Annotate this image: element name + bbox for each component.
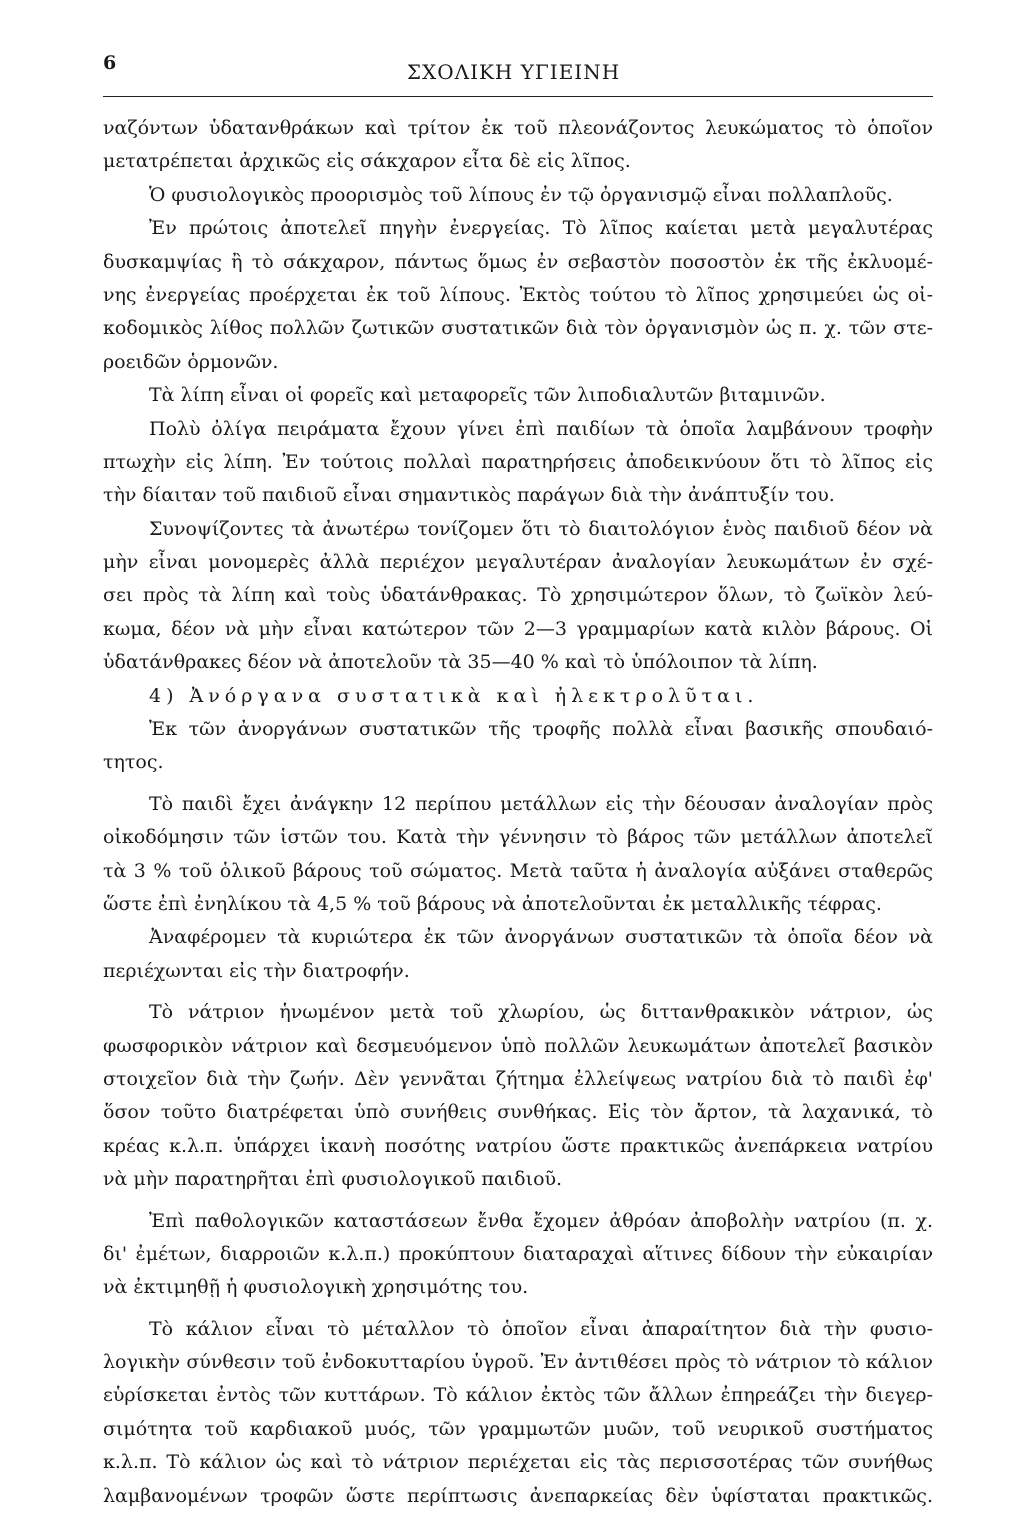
text-line: Ὁ φυσιολογικὸς προορισμὸς τοῦ λίπους ἐν τῷ ὀργανισμῷ εἶναι πολλαπλοῦς.: [149, 183, 893, 206]
text-line: νης ἐνεργείας προέρχεται ἐκ τοῦ λίπους. Ἐκτὸς τούτου τὸ λῖπος χρησιμεύει ὡς οἰ-: [103, 283, 933, 306]
text-line: περιέχωνται εἰς τὴν διατροφήν.: [103, 959, 410, 982]
text-line: νὰ ἐκτιμηθῇ ἡ φυσιολογικὴ χρησιμότης του.: [103, 1276, 529, 1299]
text-line: δι' ἐμέτων, διαρροιῶν κ.λ.π.) προκύπτουν διαταραχαὶ αἵτινες δίδουν τὴν εὐκαιρίαν: [103, 1242, 933, 1265]
text-line: Ἐπὶ παθολογικῶν καταστάσεων ἔνθα ἔχομεν ἀθρόαν ἀποβολὴν νατρίου (π. χ.: [149, 1209, 933, 1232]
text-line: μὴν εἶναι μονομερὲς ἀλλὰ περιέχον μεγαλυτέραν ἀναλογίαν λευκωμάτων ἐν σχέ-: [103, 551, 933, 574]
text-line: φωσφορικὸν νάτριον καὶ δεσμευόμενον ὑπὸ πολλῶν λευκωμάτων ἀποτελεῖ βασικὸν: [103, 1034, 933, 1057]
body-text: [103, 112, 933, 1513]
page-number: 6: [103, 52, 117, 74]
text-line: Ἐν πρώτοις ἀποτελεῖ πηγὴν ἐνεργείας. Τὸ λῖπος καίεται μετὰ μεγαλυτέρας: [149, 217, 933, 240]
text-line: νὰ μὴν παρατηρῆται ἐπὶ φυσιολογικοῦ παιδιοῦ.: [103, 1168, 563, 1191]
text-line: τὰ 3 % τοῦ ὁλικοῦ βάρους τοῦ σώματος. Μετὰ ταῦτα ἡ ἀναλογία αὐξάνει σταθερῶς: [103, 859, 933, 882]
header-rule: [103, 96, 933, 97]
text-line: Τὸ νάτριον ἡνωμένον μετὰ τοῦ χλωρίου, ὡς διττανθρακικὸν νάτριον, ὡς: [149, 1001, 933, 1024]
text-line: εὑρίσκεται ἐντὸς τῶν κυττάρων. Τὸ κάλιον ἐκτὸς τῶν ἄλλων ἐπηρεάζει τὴν διεγερ-: [103, 1384, 933, 1407]
text-line: σει πρὸς τὰ λίπη καὶ τοὺς ὑδατάνθρακας. Τὸ χρησιμώτερον ὅλων, τὸ ζωϊκὸν λεύ-: [103, 584, 933, 607]
text-line: κοδομικὸς λίθος πολλῶν ζωτικῶν συστατικῶν διὰ τὸν ὀργανισμὸν ὡς π. χ. τῶν στε-: [103, 317, 933, 340]
text-line: πτωχὴν εἰς λίπη. Ἐν τούτοις πολλαὶ παρατηρήσεις ἀποδεικνύουν ὅτι τὸ λῖπος εἰς: [103, 450, 933, 473]
text-line: Πολὺ ὀλίγα πειράματα ἔχουν γίνει ἐπὶ παιδίων τὰ ὁποῖα λαμβάνουν τροφὴν: [149, 417, 933, 440]
text-line: ὅσον τοῦτο διατρέφεται ὑπὸ συνήθεις συνθήκας. Εἰς τὸν ἄρτον, τὰ λαχανικά, τὸ: [103, 1101, 933, 1124]
section-heading: 4) Ἀνόργανα συστατικὰ καὶ ἠλεκτρολῦται.: [149, 684, 759, 707]
text-line: σιμότητα τοῦ καρδιακοῦ μυός, τῶν γραμμωτῶν μυῶν, τοῦ νευρικοῦ συστήματος: [103, 1417, 933, 1440]
text-line: μετατρέπεται ἀρχικῶς εἰς σάκχαρον εἶτα δὲ εἰς λῖπος.: [103, 150, 631, 173]
text-line: Ἀναφέρομεν τὰ κυριώτερα ἐκ τῶν ἀνοργάνων συστατικῶν τὰ ὁποῖα δέον νὰ: [149, 926, 933, 949]
text-line: κρέας κ.λ.π. ὑπάρχει ἱκανὴ ποσότης νατρίου ὥστε πρακτικῶς ἀνεπάρκεια νατρίου: [103, 1134, 933, 1157]
text-line: Τὸ παιδὶ ἔχει ἀνάγκην 12 περίπου μετάλλων εἰς τὴν δέουσαν ἀναλογίαν πρὸς: [149, 792, 933, 815]
text-line: τὴν δίαιταν τοῦ παιδιοῦ εἶναι σημαντικὸς παράγων διὰ τὴν ἀνάπτυξίν του.: [103, 484, 835, 507]
text-line: ὑδατάνθρακες δέον νὰ ἀποτελοῦν τὰ 35—40 % καὶ τὸ ὑπόλοιπον τὰ λίπη.: [103, 651, 818, 674]
text-line: λογικὴν σύνθεσιν τοῦ ἐνδοκυτταρίου ὑγροῦ. Ἐν ἀντιθέσει πρὸς τὸ νάτριον τὸ κάλιον: [103, 1351, 933, 1374]
text-line: κωμα, δέον νὰ μὴν εἶναι κατώτερον τῶν 2—3 γραμμαρίων κατὰ κιλὸν βάρους. Οἱ: [103, 617, 933, 640]
text-line: ὥστε ἐπὶ ἐνηλίκου τὰ 4,5 % τοῦ βάρους νὰ ἀποτελοῦνται ἐκ μεταλλικῆς τέφρας.: [103, 892, 882, 915]
text-line: Τὰ λίπη εἶναι οἱ φορεῖς καὶ μεταφορεῖς τῶν λιποδιαλυτῶν βιταμινῶν.: [149, 384, 826, 407]
text-line: Τὸ κάλιον εἶναι τὸ μέταλλον τὸ ὁποῖον εἶναι ἀπαραίτητον διὰ τὴν φυσιο-: [149, 1317, 933, 1340]
text-line: κ.λ.π. Τὸ κάλιον ὡς καὶ τὸ νάτριον περιέχεται εἰς τὰς περισσοτέρας τῶν συνήθως: [103, 1451, 933, 1474]
text-line: Ἐκ τῶν ἀνοργάνων συστατικῶν τῆς τροφῆς πολλὰ εἶναι βασικῆς σπουδαιό-: [149, 718, 933, 741]
text-line: ροειδῶν ὁρμονῶν.: [103, 350, 279, 373]
text-line: οἰκοδόμησιν τῶν ἱστῶν του. Κατὰ τὴν γέννησιν τὸ βάρος τῶν μετάλλων ἀποτελεῖ: [103, 826, 933, 849]
text-line: λαμβανομένων τροφῶν ὥστε περίπτωσις ἀνεπαρκείας δὲν ὑφίσταται πρακτικῶς.: [103, 1484, 933, 1507]
text-line: στοιχεῖον διὰ τὴν ζωήν. Δὲν γεννᾶται ζήτημα ἐλλείψεως νατρίου διὰ τὸ παιδὶ ἐφ': [103, 1067, 933, 1090]
running-title: ΣΧΟΛΙΚΗ ΥΓΙΕΙΝΗ: [406, 60, 621, 84]
text-line: δυσκαμψίας ἢ τὸ σάκχαρον, πάντως ὅμως ἐν σεβαστὸν ποσοστὸν ἐκ τῆς ἐκλυομέ-: [103, 250, 933, 273]
text-line: τητος.: [103, 751, 164, 774]
text-line: Συνοψίζοντες τὰ ἀνωτέρω τονίζομεν ὅτι τὸ διαιτολόγιον ἑνὸς παιδιοῦ δέον νὰ: [149, 517, 933, 540]
text-line: ναζόντων ὑδατανθράκων καὶ τρίτον ἐκ τοῦ πλεονάζοντος λευκώματος τὸ ὁποῖον: [103, 117, 933, 139]
